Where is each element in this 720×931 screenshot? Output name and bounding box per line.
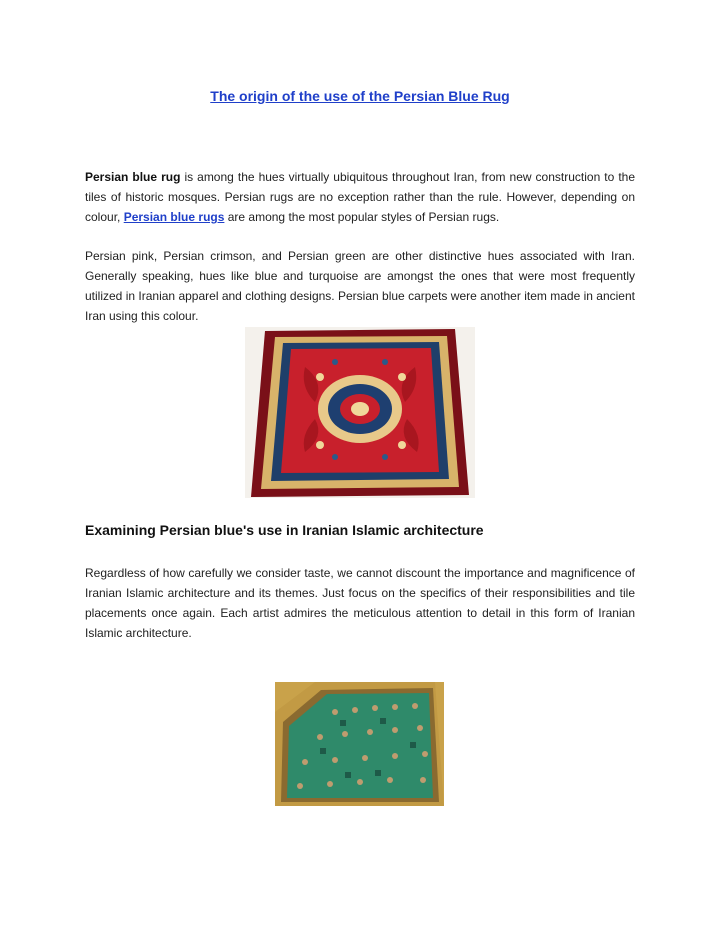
- section-heading: Examining Persian blue's use in Iranian Islamic architecture: [85, 522, 484, 538]
- red-rug-image: [245, 327, 475, 498]
- page-title: [0, 88, 720, 104]
- paragraph-colors: Persian pink, Persian crimson, and Persian green are other distinctive hues associated with Iran. Generally speaking, hues like blue and turquoise are amongst the ones that were most frequently utilized in Iranian apparel and clothing designs. Persian blue carpets were another item made in ancient Iran using this colour.: [85, 249, 635, 323]
- intro-text-1: is among the hues virtually ubiquitous throughout Iran, from new construction to the tiles of historic mosques. Persian rugs are no exception rather than the rule. However, depending on colour,: [85, 170, 635, 224]
- persian-blue-rugs-link[interactable]: Persian blue rugs: [123, 210, 225, 224]
- title-link[interactable]: The origin of the use of the Persian Blue Rug: [210, 88, 510, 104]
- red-rug-illustration: [245, 327, 475, 498]
- green-rug-illustration: [275, 682, 444, 806]
- intro-text-2: are among the most popular styles of Persian rugs.: [224, 210, 500, 224]
- green-rug-image: [275, 682, 444, 806]
- bold-term: Persian blue rug: [85, 170, 181, 184]
- paragraph-architecture: Regardless of how carefully we consider taste, we cannot discount the importance and magnificence of Iranian Islamic architecture and its themes. Just focus on the specifics of their responsibilities and tile placements once again. Each artist admires the meticulous attention to detail in this form of Iranian Islamic architecture.: [85, 566, 635, 640]
- paragraph-intro: [85, 167, 635, 227]
